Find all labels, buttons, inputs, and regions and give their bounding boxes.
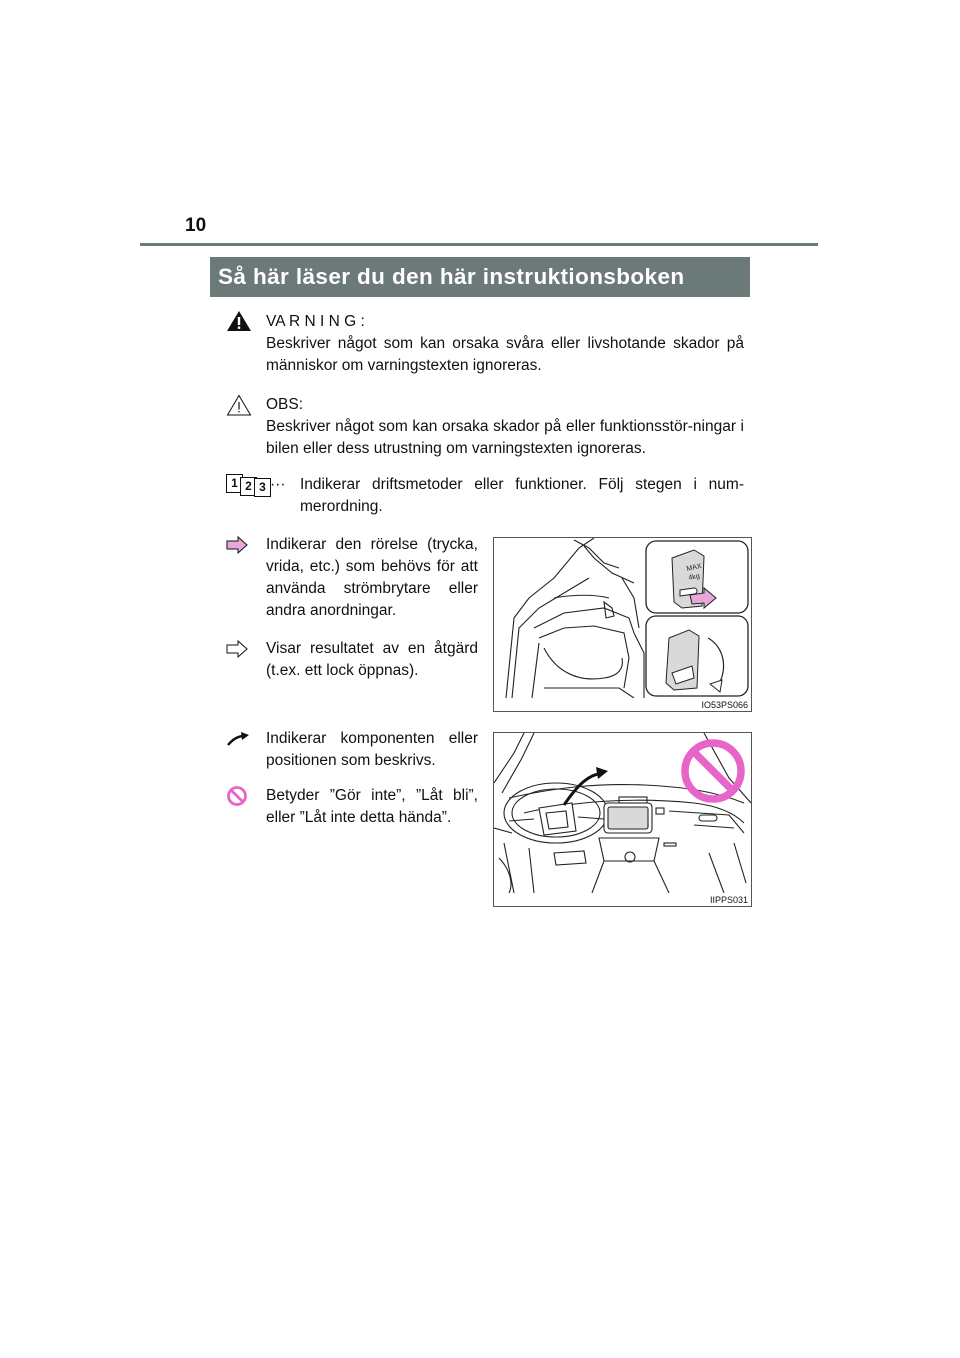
warning-triangle-filled-icon bbox=[226, 310, 252, 332]
motion-arrow-icon bbox=[226, 536, 248, 554]
trunk-figure-code: IO53PS066 bbox=[701, 700, 748, 710]
motion-text: Indikerar den rörelse (trycka, vrida, etc.) som behövs för att använda strömbrytare eller andra anordningar. bbox=[266, 536, 478, 619]
caution-triangle-outline-icon bbox=[226, 394, 252, 416]
result-text: Visar resultatet av en åtgärd (t.ex. ett lock öppnas). bbox=[266, 640, 478, 679]
page-number: 10 bbox=[185, 215, 207, 236]
warning-text: Beskriver något som kan orsaka svåra eller livshotande skador på människor om varningstexten ignoreras. bbox=[266, 335, 744, 374]
prohibition-icon bbox=[226, 785, 248, 807]
component-pointer-arrow-icon bbox=[226, 731, 250, 747]
steps-dots: ··· bbox=[270, 476, 286, 493]
trunk-hook-illustration bbox=[493, 537, 752, 712]
trunk-weight-label: 4kg bbox=[687, 572, 701, 582]
result-arrow-icon bbox=[226, 640, 248, 658]
caution-text: Beskriver något som kan orsaka skador på eller funktionsstör-ningar i bilen eller dess utrustning om varningstexten ignoreras. bbox=[266, 418, 744, 457]
trunk-max-label: MAX bbox=[685, 562, 703, 573]
section-title bbox=[210, 257, 750, 297]
step-number-1: 1 bbox=[226, 474, 243, 493]
warning-label: VA R N I N G : bbox=[266, 313, 365, 330]
dashboard-figure-code: IIPPS031 bbox=[709, 895, 748, 905]
dashboard-illustration bbox=[493, 732, 752, 907]
prohibition-text: Betyder ”Gör inte”, ”Låt bli”, eller ”Låt inte detta hända”. bbox=[266, 787, 478, 826]
section-title-text: Så här läser du den här instruktionsboken bbox=[218, 264, 685, 289]
step-number-2: 2 bbox=[240, 477, 257, 496]
steps-text: Indikerar driftsmetoder eller funktioner. Följ stegen i num-merordning. bbox=[300, 476, 744, 515]
component-text: Indikerar komponenten eller positionen som beskrivs. bbox=[266, 730, 478, 769]
trunk-drawing bbox=[494, 538, 751, 698]
dashboard-drawing bbox=[494, 733, 751, 893]
caution-label: OBS: bbox=[266, 396, 304, 413]
header-rule bbox=[140, 243, 818, 246]
step-number-3: 3 bbox=[254, 478, 271, 497]
